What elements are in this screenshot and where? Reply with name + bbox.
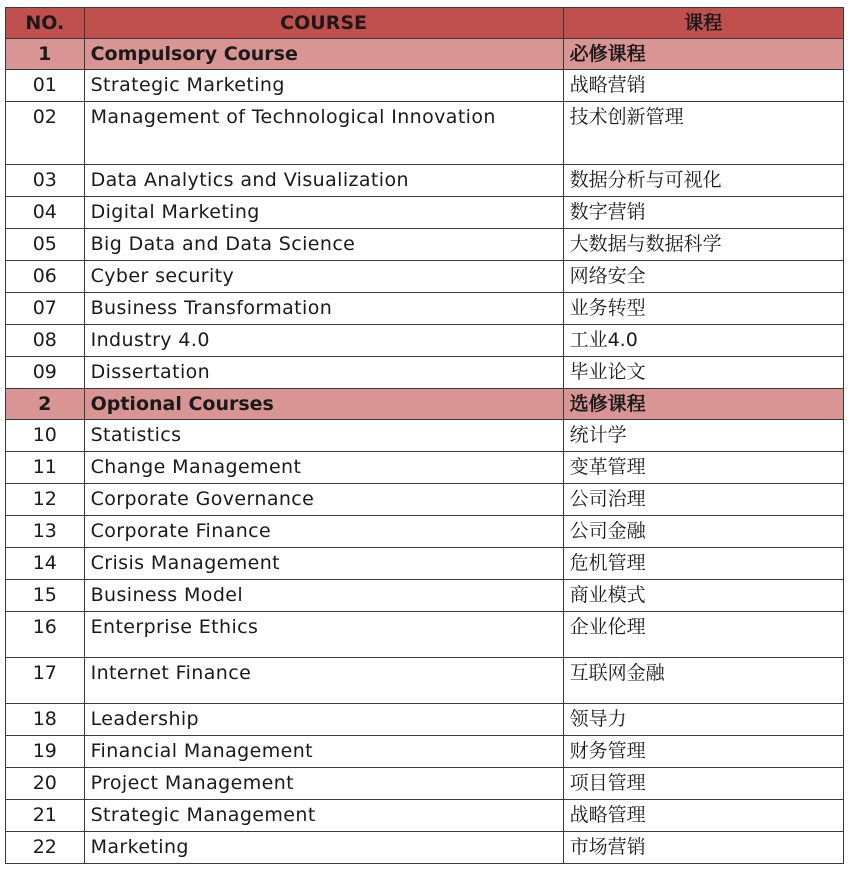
course-no: 08 [6,325,85,357]
table-row [6,357,844,389]
course-name-en: Change Management [84,452,563,484]
table-row [6,70,844,102]
course-name-en: Dissertation [84,357,563,389]
table-row [6,102,844,165]
course-no: 11 [6,452,85,484]
course-name-zh: 财务管理 [563,736,843,768]
course-name-en: Data Analytics and Visualization [84,165,563,197]
course-no: 04 [6,197,85,229]
course-name-en: Strategic Marketing [84,70,563,102]
course-no: 15 [6,580,85,612]
course-name-zh: 网络安全 [563,261,843,293]
table-row [6,229,844,261]
course-no: 14 [6,548,85,580]
course-no: 12 [6,484,85,516]
course-name-en: Financial Management [84,736,563,768]
section-no: 1 [6,39,85,70]
course-name-zh: 技术创新管理 [563,102,843,165]
table-row [6,580,844,612]
course-no: 16 [6,612,85,658]
section-title-zh: 选修课程 [563,389,843,420]
course-name-en: Big Data and Data Science [84,229,563,261]
course-name-en: Strategic Management [84,800,563,832]
course-name-zh: 战略营销 [563,70,843,102]
course-no: 10 [6,420,85,452]
course-name-zh: 数字营销 [563,197,843,229]
course-name-zh: 大数据与数据科学 [563,229,843,261]
section-no: 2 [6,389,85,420]
course-name-zh: 业务转型 [563,293,843,325]
course-name-en: Corporate Finance [84,516,563,548]
course-no: 13 [6,516,85,548]
course-name-zh: 企业伦理 [563,612,843,658]
course-name-zh: 工业4.0 [563,325,843,357]
course-name-zh: 领导力 [563,704,843,736]
table-row [6,420,844,452]
section-title: Compulsory Course [84,39,563,70]
course-name-en: Industry 4.0 [84,325,563,357]
table-row [6,452,844,484]
course-name-zh: 毕业论文 [563,357,843,389]
course-name-en: Business Model [84,580,563,612]
table-row [6,484,844,516]
course-no: 22 [6,832,85,864]
course-name-en: Internet Finance [84,658,563,704]
course-no: 07 [6,293,85,325]
course-no: 09 [6,357,85,389]
table-row [6,325,844,357]
section-title: Optional Courses [84,389,563,420]
course-no: 20 [6,768,85,800]
header-row [6,8,844,39]
table-row [6,548,844,580]
table-row [6,165,844,197]
table-row [6,197,844,229]
table-row [6,832,844,864]
course-name-zh: 战略管理 [563,800,843,832]
table-row [6,261,844,293]
section-title-zh: 必修课程 [563,39,843,70]
course-no: 17 [6,658,85,704]
course-name-en: Enterprise Ethics [84,612,563,658]
course-no: 06 [6,261,85,293]
course-name-en: Corporate Governance [84,484,563,516]
header-no: NO. [6,8,85,39]
course-name-zh: 项目管理 [563,768,843,800]
course-name-zh: 公司金融 [563,516,843,548]
table-row [6,736,844,768]
table-row [6,612,844,658]
course-no: 05 [6,229,85,261]
course-table [5,7,844,864]
course-no: 19 [6,736,85,768]
course-name-zh: 公司治理 [563,484,843,516]
course-name-en: Leadership [84,704,563,736]
course-name-en: Management of Technological Innovation [84,102,563,165]
course-name-en: Business Transformation [84,293,563,325]
course-name-zh: 危机管理 [563,548,843,580]
course-name-en: Digital Marketing [84,197,563,229]
course-no: 18 [6,704,85,736]
table-row [6,658,844,704]
course-name-en: Statistics [84,420,563,452]
course-name-zh: 数据分析与可视化 [563,165,843,197]
table-row [6,704,844,736]
course-name-en: Cyber security [84,261,563,293]
course-name-zh: 互联网金融 [563,658,843,704]
section-row-optional [6,389,844,420]
section-row-compulsory [6,39,844,70]
course-name-en: Crisis Management [84,548,563,580]
header-course-zh: 课程 [563,8,843,39]
course-name-en: Project Management [84,768,563,800]
course-no: 02 [6,102,85,165]
course-no: 01 [6,70,85,102]
course-name-zh: 市场营销 [563,832,843,864]
table-row [6,800,844,832]
course-name-zh: 变革管理 [563,452,843,484]
table-row [6,293,844,325]
header-course: COURSE [84,8,563,39]
course-name-zh: 统计学 [563,420,843,452]
course-name-en: Marketing [84,832,563,864]
table-row [6,516,844,548]
table-row [6,768,844,800]
course-no: 21 [6,800,85,832]
course-no: 03 [6,165,85,197]
course-name-zh: 商业模式 [563,580,843,612]
